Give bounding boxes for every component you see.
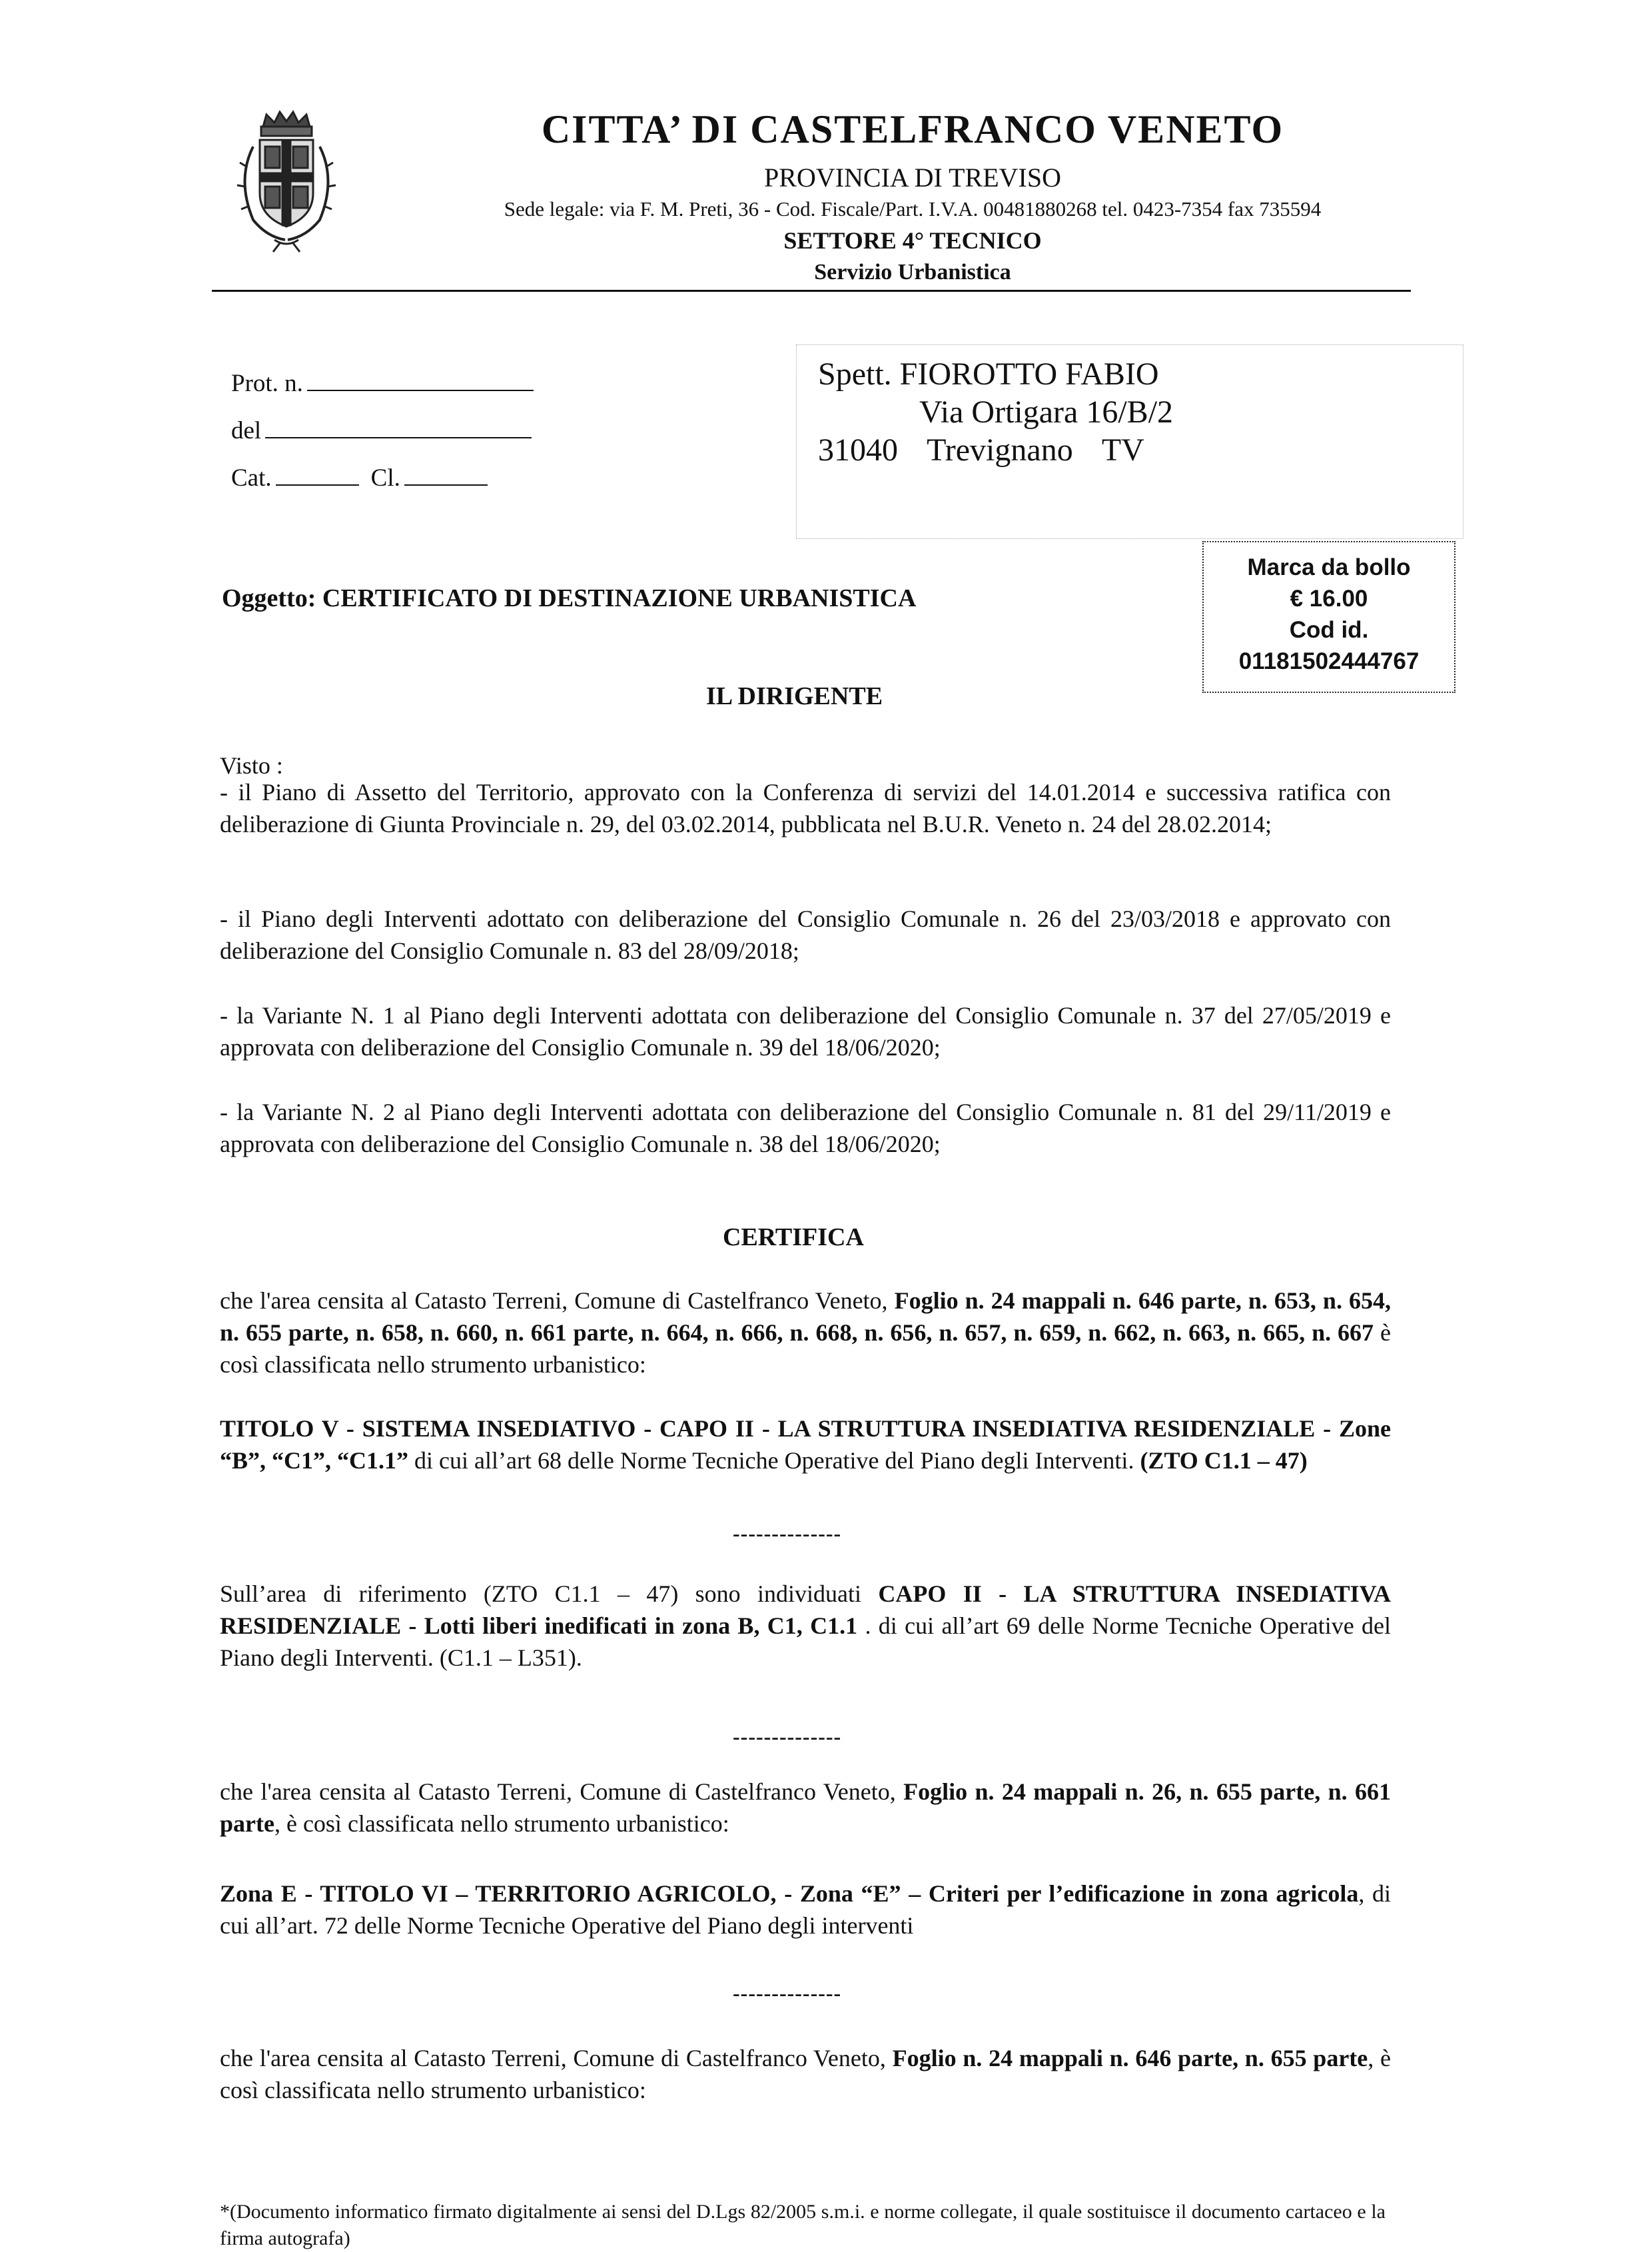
city-title: CITTA’ DI CASTELFRANCO VENETO [541,107,1284,151]
department-line: SETTORE 4° TECNICO [783,227,1042,254]
issuer-heading: IL DIRIGENTE [706,682,883,710]
cat-label: Cat. [231,464,272,492]
parcel-paragraph-3 [220,2042,1391,2106]
paragraph-text: , è così classificata nello strumento urbanistico: [274,1810,729,1837]
paragraph-bold-text: TITOLO V - SISTEMA INSEDIATIVO - CAPO II - LA STRUTTURA INSEDIATIVA RESIDENZIALE - Zone “B”, “C1”, “C1.1” [220,1415,1391,1474]
parcel-paragraph-1 [220,1285,1391,1381]
section-separator: -------------- [733,1724,842,1748]
del-label: del [231,417,262,444]
subject-line: Oggetto: CERTIFICATO DI DESTINAZIONE URBANISTICA [222,584,917,612]
paragraph-text: , di cui all’art. 72 delle Norme Tecniche Operative del Piano degli interventi [220,1880,1391,1939]
recipient-street: Via Ortigara 16/B/2 [919,394,1174,430]
paragraph-text: Sull’area di riferimento (ZTO C1.1 – 47) sono individuati [220,1580,879,1607]
digital-signature-note: *(Documento informatico firmato digitalmente ai sensi del D.Lgs 82/2005 s.m.i. e norme collegate, il quale sostituisce il documento cartaceo e la firma autografa) [220,2201,1386,2249]
paragraph-bold-text: Zona E - TITOLO VI – TERRITORIO AGRICOLO, - Zona “E” – Criteri per l’edificazione in zona agricola [220,1880,1359,1907]
legal-address-line: Sede legale: via F. M. Preti, 36 - Cod. Fiscale/Part. I.V.A. 00481880268 tel. 0423-7354 fax 735594 [504,197,1322,221]
section-separator: -------------- [733,1981,842,2005]
cl-blank [404,464,488,486]
protocol-category-field [231,454,534,502]
zto-code: (ZTO C1.1 – 47) [1140,1447,1308,1474]
zoning-paragraph-2 [220,1578,1391,1674]
paragraph-bold-text: CAPO II - LA STRUTTURA INSEDIATIVA RESIDENZIALE - Lotti liberi inedificati in zona B, C1, C1.1 [220,1580,1391,1639]
recipient-city: 31040 Trevignano TV [818,432,1144,468]
section-separator: -------------- [733,1521,842,1545]
paragraph-bold-text: Foglio n. 24 mappali n. 26, n. 655 parte, n. 661 parte [220,1778,1391,1837]
del-blank [265,417,532,438]
paragraph-text: che l'area censita al Catasto Terreni, Comune di Castelfranco Veneto, [220,1778,904,1805]
zoning-paragraph-3 [220,1878,1391,1942]
service-line: Servizio Urbanistica [814,260,1011,284]
visto-item: - la Variante N. 2 al Piano degli Interventi adottata con deliberazione del Consiglio Comunale n. 81 del 29/11/2019 e approvata con deliberazione del Consiglio Comunale n. 38 del 18/06/2020; [220,1099,1391,1157]
recipient-name: Spett. FIOROTTO FABIO [818,356,1159,392]
city-crest-emblem [226,107,346,253]
paragraph-text: . di cui all’art 69 delle Norme Tecniche Operative del Piano degli Interventi. (C1.1 – L351). [220,1612,1392,1671]
visto-item: - la Variante N. 1 al Piano degli Interventi adottata con deliberazione del Consiglio Comunale n. 37 del 27/05/2019 e approvata con deliberazione del Consiglio Comunale n. 39 del 18/06/2020; [220,1002,1391,1061]
stamp-label: Marca da bollo [1247,554,1411,580]
prot-label: Prot. n. [231,370,303,397]
protocol-date-field [231,407,534,454]
certifica-heading: CERTIFICA [723,1223,864,1251]
paragraph-text: che l'area censita al Catasto Terreni, Comune di Castelfranco Veneto, [220,1287,895,1314]
visto-item: - il Piano di Assetto del Territorio, approvato con la Conferenza di servizi del 14.01.2014 e successiva ratifica con deliberazione di Giunta Provinciale n. 29, del 03.02.2014, pubblicata nel B.U.R. Veneto n. 24 del 28.02.2014; [220,779,1391,838]
cl-label: Cl. [370,464,400,492]
protocol-number-field [231,360,534,407]
zoning-paragraph-1 [220,1412,1391,1476]
paragraph-text: , è così classificata nello strumento urbanistico: [220,2045,1391,2103]
visto-label: Visto : [220,752,283,779]
paragraph-text: che l'area censita al Catasto Terreni, Comune di Castelfranco Veneto, [220,2045,893,2071]
protocol-block [231,360,534,502]
parcel-paragraph-2 [220,1776,1391,1840]
prot-blank [307,370,534,391]
stamp-code-label: Cod id. [1289,617,1369,643]
paragraph-bold-text: Foglio n. 24 mappali n. 646 parte, n. 655 parte [892,2045,1368,2071]
visto-item: - il Piano degli Interventi adottato con deliberazione del Consiglio Comunale n. 26 del 23/03/2018 e approvato con deliberazione del Consiglio Comunale n. 83 del 28/09/2018; [220,905,1391,964]
paragraph-text: di cui all’art 68 delle Norme Tecniche Operative del Piano degli Interventi. [408,1447,1140,1474]
province-line: PROVINCIA DI TREVISO [764,163,1061,193]
paragraph-text: è così classificata nello strumento urbanistico: [220,1319,1392,1378]
paragraph-bold-text: Foglio n. 24 mappali n. 646 parte, n. 653, n. 654, n. 655 parte, n. 658, n. 660, n. 661 parte, n. 664, n. 666, n. 668, n. 656, n. 657, n. 659, n. 662, n. 663, n. 665, n. 667 [220,1287,1391,1346]
stamp-amount: € 16.00 [1290,586,1368,612]
stamp-code-value: 01181502444767 [1238,648,1420,674]
header-divider [212,290,1411,292]
revenue-stamp-box [1202,541,1455,693]
cat-blank [276,464,359,486]
